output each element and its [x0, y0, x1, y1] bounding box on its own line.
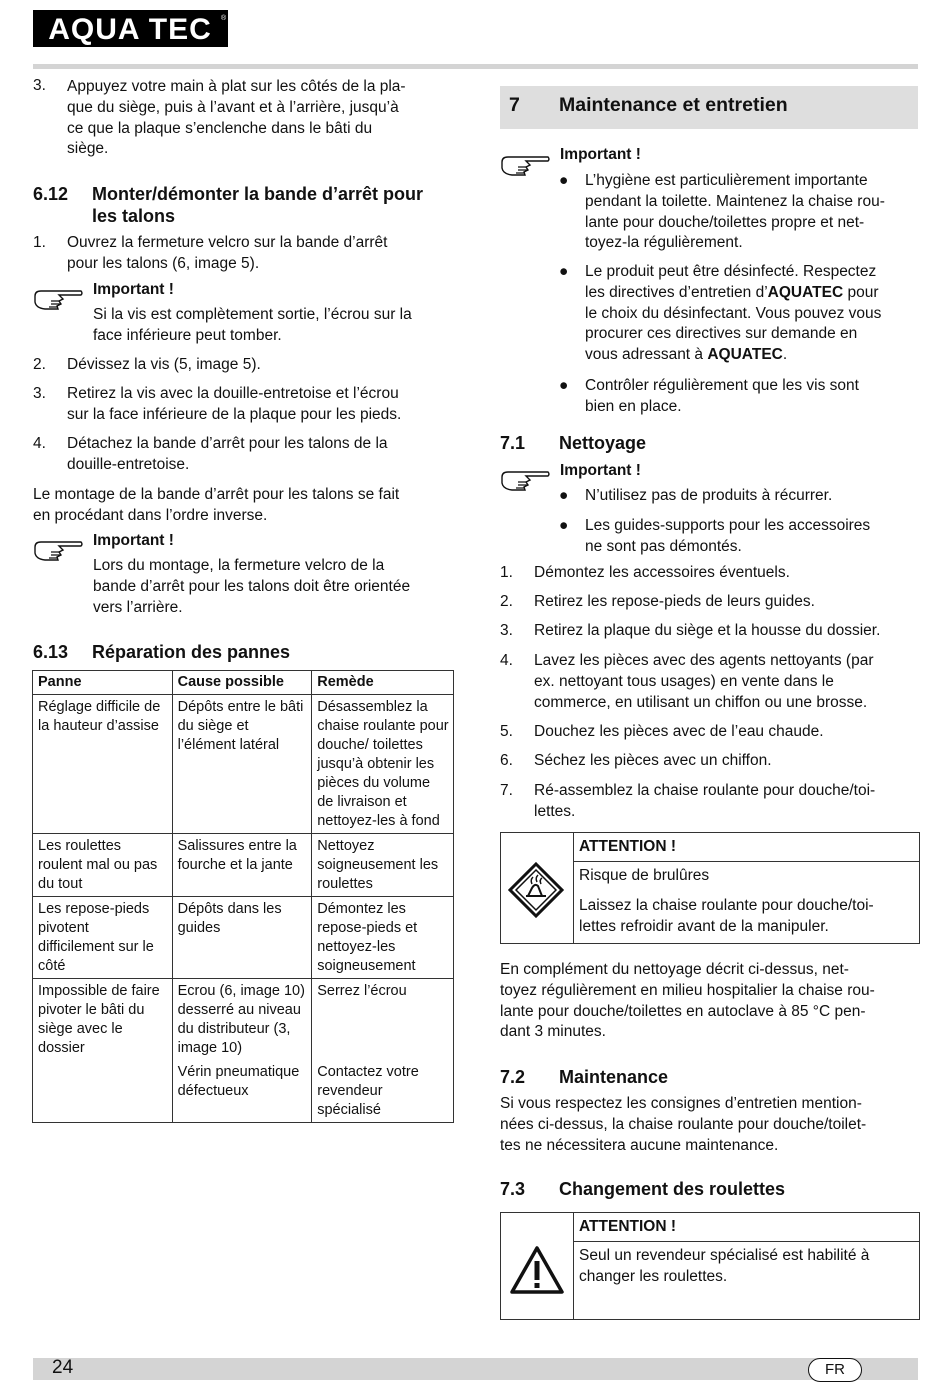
section-number: 6.13 [33, 642, 69, 662]
header-cause: Cause possible [172, 671, 312, 695]
text-line: en procédant dans l’ordre inverse. [33, 506, 268, 524]
step-number: 3. [500, 622, 513, 639]
section-number: 7 [509, 94, 520, 116]
bullet-dot: ● [559, 517, 569, 534]
text-line: procurer ces directives sur demande en [585, 325, 858, 343]
text-line: Appuyez votre main à plat sur les côtés de la pla- [67, 78, 406, 95]
table-header-row [33, 671, 454, 695]
text-line: nées ci-dessus, la chaise roulante pour douche/toilet- [500, 1115, 867, 1133]
section-number: 7.1 [500, 433, 526, 453]
text-line: Seul un revendeur spécialisé est habilité à [579, 1247, 870, 1264]
text-line: Lavez les pièces avec des agents nettoyants (par [534, 652, 874, 669]
step-number: 1. [500, 564, 513, 581]
warning-title: ATTENTION ! [574, 833, 919, 862]
table-cell: Ecrou (6, image 10) desserré au niveau du distributeur (3, image 10) [172, 979, 312, 1061]
text-line: toyez-la régulièrement. [585, 234, 743, 252]
montage-paragraph [33, 485, 453, 527]
text-line: pendant la toilette. Maintenez la chaise rou- [585, 192, 885, 210]
section-title-line: les talons [92, 206, 176, 226]
pointing-hand-icon [500, 468, 552, 494]
table-cell: Les repose-pieds pivotent difficilement sur le côté [33, 897, 173, 979]
text-line: Les guides-supports pour les accessoires [585, 517, 871, 534]
text-line: Dévissez la vis (5, image 5). [67, 356, 261, 373]
step-number: 6. [500, 752, 513, 769]
text-line: changer les roulettes. [579, 1267, 728, 1285]
text-line: que du siège, puis à l’avant et à l’arrière, jusqu’à [67, 98, 399, 116]
warning-text [579, 866, 913, 887]
table-row [33, 695, 454, 834]
important-title: Important ! [93, 532, 174, 549]
text-line: Contrôler régulièrement que les vis sont [585, 377, 859, 394]
warning-icon-cell [501, 1213, 574, 1319]
text-line: Ouvrez la fermeture velcro sur la bande d’arrêt [67, 234, 388, 251]
text-line: face inférieure peut tomber. [93, 326, 282, 344]
warning-box-casters [500, 1212, 920, 1320]
text-line: Lors du montage, la fermeture velcro de la [93, 557, 385, 574]
warning-title: ATTENTION ! [574, 1213, 919, 1242]
bullet-dot: ● [559, 487, 569, 504]
section-title: Maintenance [559, 1067, 669, 1087]
section-number: 7.2 [500, 1067, 526, 1087]
table-cell: Salissures entre la fourche et la jante [172, 834, 312, 897]
text-line: Risque de brulûres [579, 867, 710, 884]
text-line: lettes refroidir avant de la manipuler. [579, 917, 829, 935]
table-cell: Désassemblez la chaise roulante pour douche/ toilettes jusqu’à obtenir les pièces du volume de livraison et nettoyez-les à fond [312, 695, 454, 834]
hot-surface-warning-icon [508, 862, 564, 918]
pointing-hand-icon [33, 538, 85, 564]
section-number: 7.3 [500, 1179, 526, 1199]
text-line: sur la face inférieure de la plaque pour les pieds. [67, 405, 402, 423]
text-line: En complément du nettoyage décrit ci-dessus, net- [500, 961, 849, 978]
text-line: toyez régulièrement en milieu hospitalier la chaise rou- [500, 981, 875, 999]
table-row [33, 1060, 454, 1123]
text-line: lettes. [534, 802, 576, 820]
bullet-dot: ● [559, 263, 569, 280]
pointing-hand-icon [33, 287, 85, 313]
step-number: 3. [33, 77, 46, 94]
section-title-line: Monter/démonter la bande d’arrêt pour [92, 184, 424, 204]
step-number: 4. [33, 435, 46, 452]
text-line: lante pour douche/toilettes en autoclave à 85 °C pen- [500, 1002, 866, 1020]
section-title: Réparation des pannes [92, 642, 291, 662]
section-number: 6.12 [33, 184, 69, 204]
pointing-hand-icon [500, 153, 552, 179]
warning-box-burn [500, 832, 920, 944]
step-number: 2. [33, 356, 46, 373]
step-number: 7. [500, 782, 513, 799]
important-title: Important ! [93, 281, 174, 298]
table-cell: Démontez les repose-pieds et nettoyez-les soigneusement [312, 897, 454, 979]
header-rule [33, 64, 918, 69]
important-title: Important ! [560, 146, 641, 163]
maintenance-paragraph [500, 1094, 920, 1156]
aquatec-logo [33, 10, 228, 47]
text-line: Le produit peut être désinfecté. Respectez [585, 263, 877, 280]
text-line: ne sont pas démontés. [585, 537, 742, 555]
text-line: les directives d’entretien d’AQUATEC pour [585, 283, 879, 301]
table-row [33, 979, 454, 1061]
language-badge: FR [808, 1358, 862, 1382]
text-line: pour les talons (6, image 5). [67, 254, 260, 272]
svg-text:AQUA TEC: AQUA TEC [48, 13, 212, 46]
section-title: Changement des roulettes [559, 1179, 786, 1199]
text-line: Démontez les accessoires éventuels. [534, 564, 790, 581]
text-line: N’utilisez pas de produits à récurrer. [585, 487, 833, 504]
text-line: commerce, en utilisant un chiffon ou une brosse. [534, 693, 868, 711]
text-line: vers l’arrière. [93, 598, 183, 616]
text-line: ex. nettoyant tous usages) en vente dans le [534, 672, 834, 690]
table-row [33, 834, 454, 897]
text-line: Retirez les repose-pieds de leurs guides. [534, 593, 815, 610]
footer-bar [33, 1358, 918, 1380]
table-row [33, 897, 454, 979]
section-title: Maintenance et entretien [559, 94, 788, 116]
text-line: Le montage de la bande d’arrêt pour les talons se fait [33, 486, 400, 503]
important-note-2 [93, 556, 453, 618]
text-line: lante pour douche/toilettes propre et net- [585, 213, 865, 231]
table-cell: Impossible de faire pivoter le bâti du siège avec le dossier [33, 979, 173, 1061]
warning-triangle-icon [509, 1245, 565, 1295]
hospital-cleaning-paragraph [500, 960, 920, 1043]
text-line: tes ne nécessitera aucune maintenance. [500, 1136, 779, 1154]
text-line: Douchez les pièces avec de l’eau chaude. [534, 723, 824, 740]
text-line: siège. [67, 140, 109, 158]
table-cell: Les roulettes roulent mal ou pas du tout [33, 834, 173, 897]
text-line: Laissez la chaise roulante pour douche/toi- [579, 897, 874, 914]
text-line: Si vous respectez les consignes d’entretien mention- [500, 1095, 862, 1112]
text-line: vous adressant à AQUATEC. [585, 346, 788, 364]
step-number: 2. [500, 593, 513, 610]
section-title: Nettoyage [559, 433, 647, 453]
text-line: Détachez la bande d’arrêt pour les talons de la [67, 435, 388, 452]
text-line: bande d’arrêt pour les talons doit être orientée [93, 577, 411, 595]
table-cell: Serrez l’écrou [312, 979, 454, 1061]
text-line: bien en place. [585, 397, 682, 415]
table-cell: Contactez votre revendeur spécialisé [312, 1060, 454, 1123]
important-title: Important ! [560, 462, 641, 479]
troubleshooting-table [32, 670, 454, 1123]
text-line: Retirez la vis avec la douille-entretoise et l’écrou [67, 385, 399, 402]
table-cell: Dépôts entre le bâti du siège et l’élément latéral [172, 695, 312, 834]
step-number: 3. [33, 385, 46, 402]
text-line: Si la vis est complètement sortie, l’écrou sur la [93, 306, 412, 323]
text-line: L’hygiène est particulièrement importante [585, 172, 868, 189]
text-line: Ré-assemblez la chaise roulante pour douche/toi- [534, 782, 876, 799]
svg-text:®: ® [221, 15, 227, 22]
text-line: le choix du désinfectant. Vous pouvez vous [585, 304, 882, 322]
bullet-dot: ● [559, 377, 569, 394]
table-cell [33, 1060, 173, 1123]
warning-text [579, 1246, 913, 1288]
text-line: Séchez les pièces avec un chiffon. [534, 752, 772, 769]
step-number: 4. [500, 652, 513, 669]
text-line: douille-entretoise. [67, 455, 190, 473]
text-line: ce que la plaque s’enclenche dans le bâti du [67, 119, 373, 137]
text-line: dant 3 minutes. [500, 1023, 606, 1041]
table-cell: Réglage difficile de la hauteur d’assise [33, 695, 173, 834]
table-cell: Dépôts dans les guides [172, 897, 312, 979]
table-cell: Nettoyez soigneusement les roulettes [312, 834, 454, 897]
text-line: Retirez la plaque du siège et la housse du dossier. [534, 622, 881, 639]
header-remede: Remède [312, 671, 454, 695]
header-panne: Panne [33, 671, 173, 695]
warning-icon-cell [501, 833, 574, 943]
table-cell: Vérin pneumatique défectueux [172, 1060, 312, 1123]
warning-text [579, 896, 913, 938]
page-number: 24 [52, 1357, 74, 1378]
important-note-1 [93, 305, 453, 347]
step-number: 5. [500, 723, 513, 740]
step-number: 1. [33, 234, 46, 251]
bullet-dot: ● [559, 172, 569, 189]
